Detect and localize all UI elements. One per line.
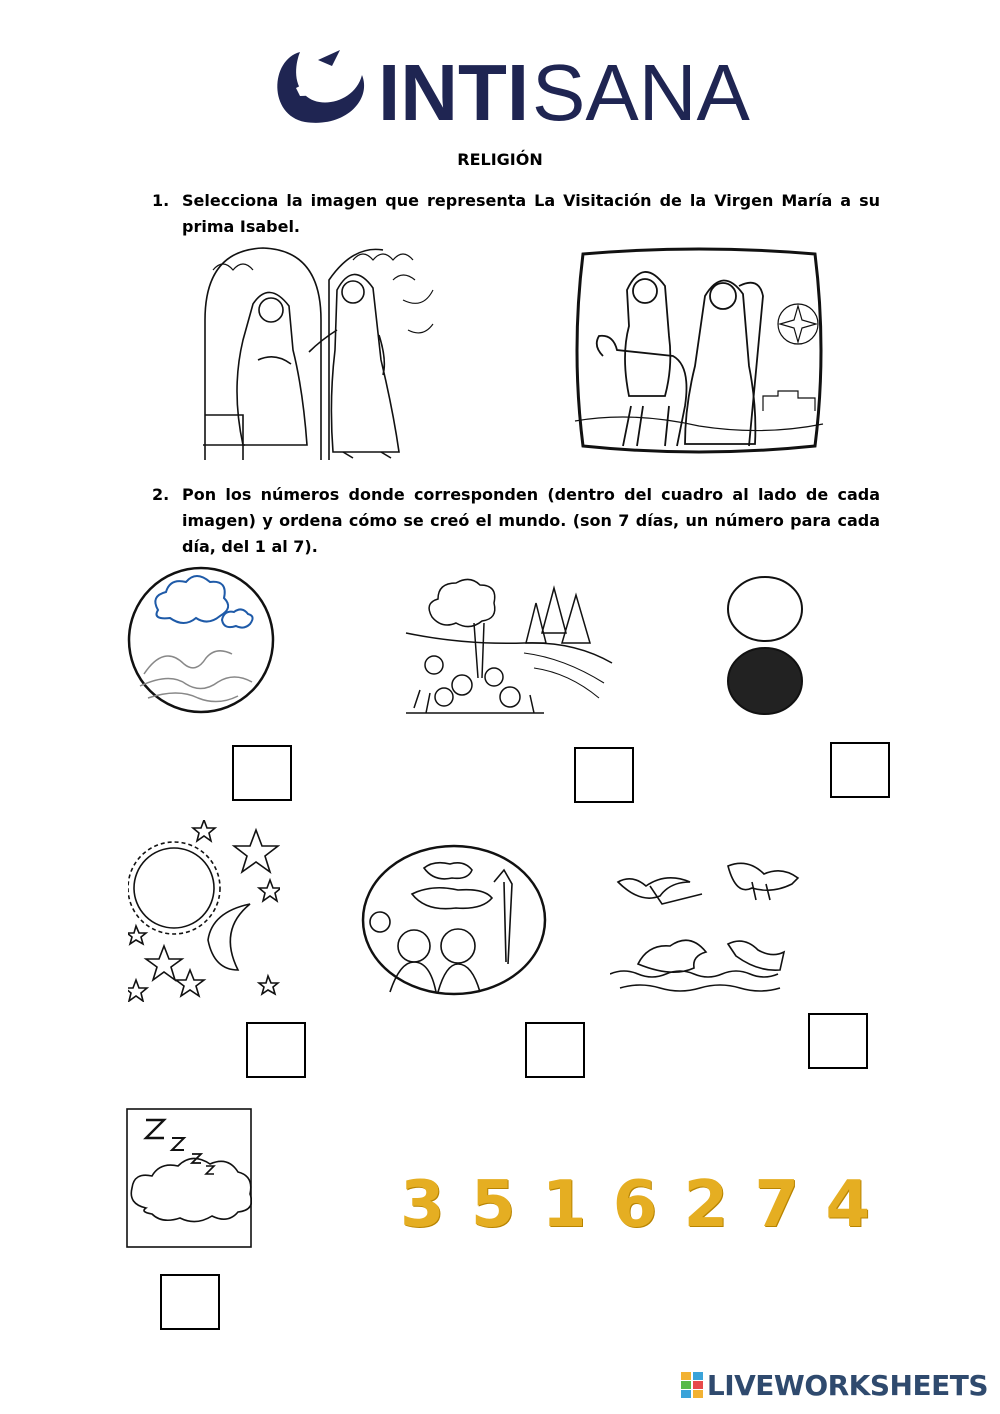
- subject-title: RELIGIÓN: [457, 150, 543, 169]
- number-tile[interactable]: 5: [470, 1168, 516, 1242]
- answer-box-sky-waters[interactable]: [232, 745, 292, 801]
- liveworksheets-logo-icon: [681, 1372, 703, 1398]
- journey-image[interactable]: [573, 246, 825, 456]
- brand-regular: SANA: [532, 48, 750, 130]
- watermark-text: LIVEWORKSHEETS: [706, 1368, 988, 1402]
- answer-box-land-plants[interactable]: [574, 747, 634, 803]
- answer-box-rest[interactable]: [160, 1274, 220, 1330]
- question-1-number: 1.: [152, 191, 170, 210]
- light-darkness-circles-illustration-icon: [724, 575, 806, 717]
- number-tile[interactable]: 1: [541, 1168, 587, 1242]
- brand-bold: INTI: [378, 48, 530, 130]
- number-bank: [400, 1170, 870, 1240]
- creation-image-light-darkness: [724, 575, 806, 717]
- question-2-text: Pon los números donde corresponden (dentro del cuadro al lado de cada imagen) y ordena cómo se creó el mundo. (son 7 días, un número para cada día, del 1 al 7).: [182, 485, 880, 556]
- visitation-mary-elizabeth-illustration-icon: [203, 240, 435, 462]
- creation-image-sun-moon-stars: [128, 820, 280, 1002]
- creation-image-sky-waters: [126, 562, 276, 718]
- number-tile[interactable]: 6: [612, 1168, 658, 1242]
- sun-moon-stars-illustration-icon: [128, 820, 280, 1002]
- liveworksheets-watermark: [681, 1368, 988, 1402]
- mary-joseph-donkey-journey-illustration-icon: [573, 246, 825, 456]
- number-tile[interactable]: 2: [683, 1168, 729, 1242]
- creation-image-land-plants: [404, 573, 614, 715]
- answer-box-sun-moon-stars[interactable]: [246, 1022, 306, 1078]
- question-1: [152, 188, 880, 240]
- creation-image-birds-fish: [610, 852, 806, 1000]
- sky-clouds-waters-illustration-icon: [126, 562, 276, 718]
- question-2: [152, 482, 880, 560]
- number-tile[interactable]: 4: [825, 1168, 870, 1242]
- number-tile[interactable]: 3: [400, 1168, 445, 1242]
- answer-box-animals-humans[interactable]: [525, 1022, 585, 1078]
- animals-and-humans-illustration-icon: [360, 842, 548, 998]
- answer-box-birds-fish[interactable]: [808, 1013, 868, 1069]
- answer-box-light-darkness[interactable]: [830, 742, 890, 798]
- question-2-number: 2.: [152, 485, 170, 504]
- birds-and-fish-illustration-icon: [610, 852, 806, 1000]
- number-tile[interactable]: 7: [754, 1168, 800, 1242]
- rest-sleep-cloud-illustration-icon: [126, 1108, 252, 1248]
- land-plants-trees-illustration-icon: [404, 573, 614, 715]
- dove-moon-icon: [277, 50, 364, 123]
- question-1-text: Selecciona la imagen que representa La Visitación de la Virgen María a su prima Isabel.: [182, 191, 880, 236]
- creation-image-rest: [126, 1108, 252, 1248]
- creation-image-animals-humans: [360, 842, 548, 998]
- visitation-image[interactable]: [203, 240, 435, 462]
- intisana-logo: [0, 40, 1000, 130]
